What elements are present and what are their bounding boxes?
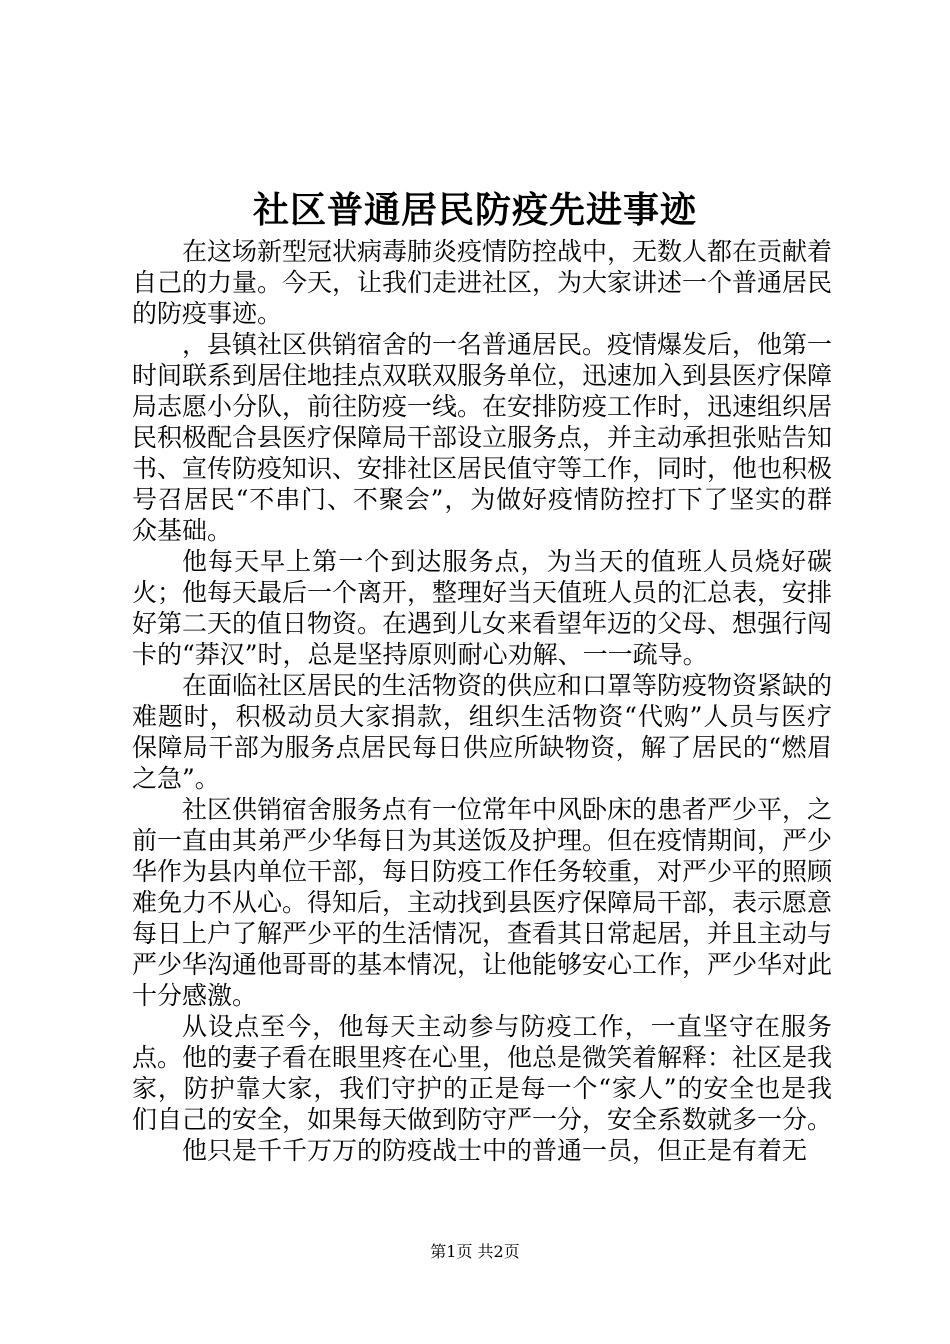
paragraph: 在这场新型冠状病毒肺炎疫情防控战中，无数人都在贡献着自己的力量。今天，让我们走进社区，为大家讲述一个普通居民的防疫事迹。 — [132, 237, 833, 328]
document-title: 社区普通居民防疫先进事迹 — [252, 189, 697, 231]
document-body — [132, 236, 832, 1166]
paragraph: 社区供销宿舍服务点有一位常年中风卧床的患者严少平，之前一直由其弟严少华每日为其送饭及护理。但在疫情期间，严少华作为县内单位干部，每日防疫工作任务较重，对严少平的照顾难免力不从心。得知后，主动找到县医疗保障局干部，表示愿意每日上户了解严少平的生活情况，查看其日常起居，并且主动与严少华沟通他哥哥的基本情况，让他能够安心工作，严少华对此十分感激。 — [132, 795, 833, 1010]
paragraph: 他每天早上第一个到达服务点，为当天的值班人员烧好碳火；他每天最后一个离开，整理好当天值班人员的汇总表，安排好第二天的值日物资。在遇到儿女来看望年迈的父母、想强行闯卡的“莽汉”时，总是坚持原则耐心劝解、一一疏导。 — [132, 547, 833, 669]
page-number-footer: 第1页 共2页 — [430, 1242, 520, 1261]
paragraph: 他只是千千万万的防疫战士中的普通一员，但正是有着无 — [182, 1136, 808, 1165]
paragraph: 从设点至今，他每天主动参与防疫工作，一直坚守在服务点。他的妻子看在眼里疼在心里，他总是微笑着解释：社区是我家，防护靠大家，我们守护的正是每一个“家人”的安全也是我们自己的安全，如果每天做到防守严一分，安全系数就多一分。 — [132, 1012, 833, 1134]
paragraph: 在面临社区居民的生活物资的供应和口罩等防疫物资紧缺的难题时，积极动员大家捐款，组织生活物资“代购”人员与医疗保障局干部为服务点居民每日供应所缺物资，解了居民的“燃眉之急”。 — [132, 671, 833, 793]
paragraph: ，县镇社区供销宿舍的一名普通居民。疫情爆发后，他第一时间联系到居住地挂点双联双服务单位，迅速加入到县医疗保障局志愿小分队，前往防疫一线。在安排防疫工作时，迅速组织居民积极配合县医疗保障局干部设立服务点，并主动承担张贴告知书、宣传防疫知识、安排社区居民值守等工作，同时，他也积极号召居民“不串门、不聚会”，为做好疫情防控打下了坚实的群众基础。 — [132, 330, 833, 545]
